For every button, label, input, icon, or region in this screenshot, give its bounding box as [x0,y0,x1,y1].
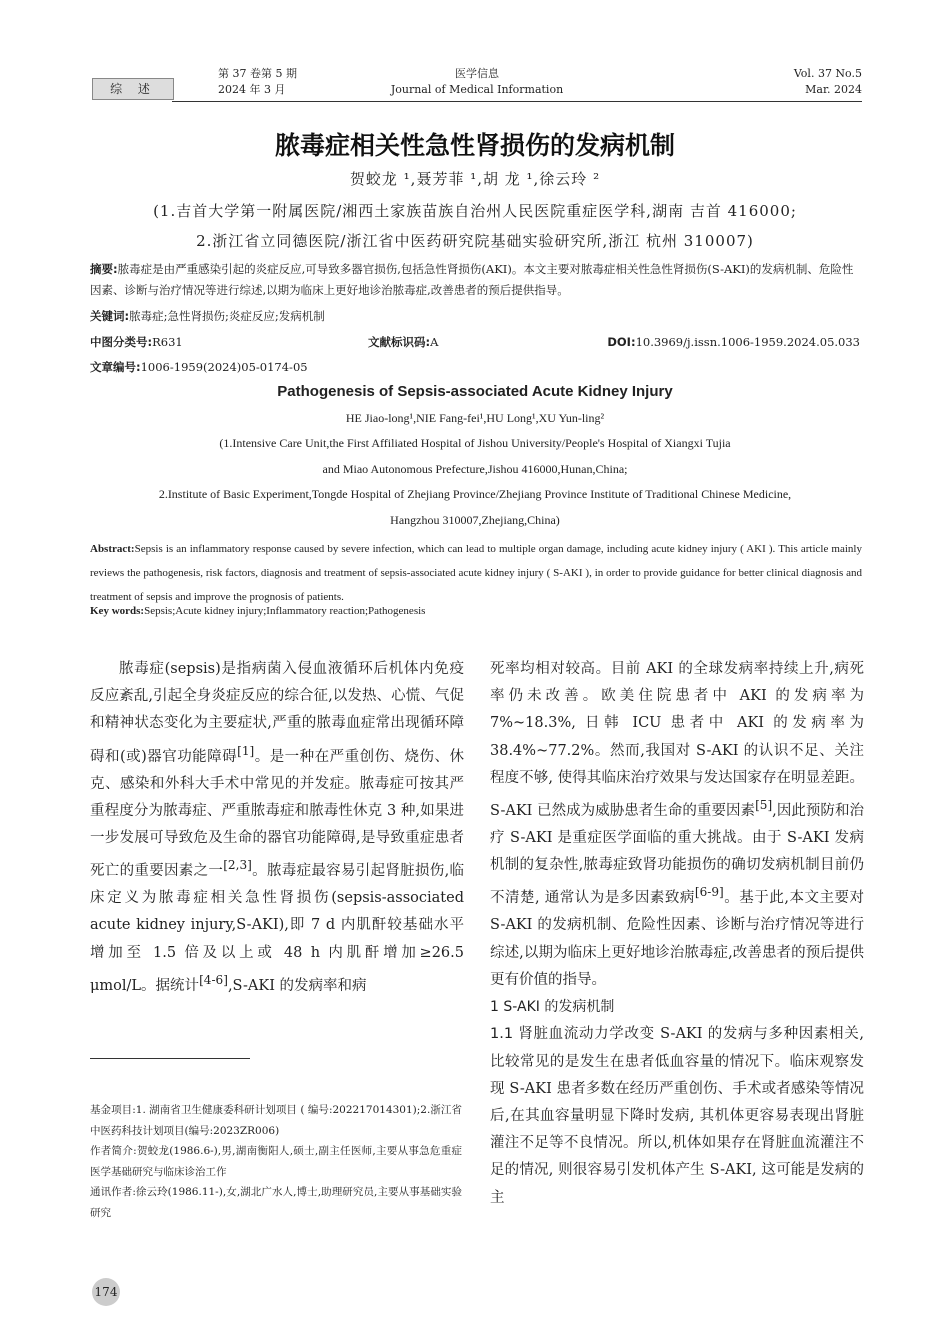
keywords-en-label: Key words: [90,605,145,617]
volume-en: Vol. 37 No.5 [793,67,862,80]
continued-text-2: ,因此预防和治疗 S-AKI 是重症医学面临的重大挑战。由于 S-AKI 发病机制的复杂性,脓毒症致肾功能损伤的确切发病机制目前仍不清楚, 通常认为是多因素致病 [490,802,864,907]
footnote-corresponding: 通讯作者:徐云玲(1986.11-),女,湖北广水人,博士,助理研究员,主要从事基础实验研究 [90,1186,462,1219]
clc-value: R631 [152,335,183,349]
article-title: 脓毒症相关性急性肾损伤的发病机制 [274,131,675,160]
affiliation-line-1: (1.吉首大学第一附属医院/湘西土家族苗族自治州人民医院重症医学科,湖南 吉首 416000; [153,202,797,220]
date-en: Mar. 2024 [805,83,862,96]
abstract-en-label: Abstract: [90,543,135,555]
citation: [6-9] [694,885,724,900]
keywords-cn-text: 脓毒症;急性肾损伤;炎症反应;发病机制 [129,309,325,323]
section-heading: 1 S-AKI 的发病机制 [490,999,615,1016]
article-number-label: 文章编号: [90,360,141,374]
citation: [1] [237,743,255,758]
english-affiliation-line-3: 2.Institute of Basic Experiment,Tongde Hospital of Zhejiang Province/Zhejiang Province Institute of Traditional Chinese Medicine, [158,487,792,501]
english-title: Pathogenesis of Sepsis-associated Acute Kidney Injury [277,383,673,400]
citation: [4-6] [199,972,228,987]
english-authors: HE Jiao-long¹,NIE Fang-fei¹,HU Long¹,XU Yun-ling² [345,411,605,425]
journal-name-en: Journal of Medical Information [390,83,564,96]
header-volume-en [794,66,862,98]
doc-code-value: A [430,335,439,349]
paragraph-intro [90,656,464,1000]
doc-code-label: 文献标识码: [368,335,431,349]
citation: [2,3] [223,858,252,873]
keywords-cn-label: 关键词: [90,309,130,323]
clc-label: 中图分类号: [90,335,153,349]
header-journal [92,66,862,98]
classification-row [90,332,860,353]
footnote-author: 作者简介:贺蛟龙(1986.6-),男,湖南衡阳人,硕士,副主任医师,主要从事急危重症医学基础研究与临床诊治工作 [90,1145,462,1178]
keywords-cn [90,306,860,327]
continued-text-3: 。基于此,本文主要对 S-AKI 的发病机制、危险性因素、诊断与治疗情况等进行综述,以期为临床上更好地诊治脓毒症,改善患者的预后提供更有价值的指导。 [490,890,864,988]
affiliation-line-2: 2.浙江省立同德医院/浙江省中医药研究院基础实验研究所,浙江 杭州 310007) [196,232,754,250]
english-affiliation-line-4: Hangzhou 310007,Zhejiang,China) [390,513,560,527]
author-list: 贺蛟龙 ¹,聂芳菲 ¹,胡 龙 ¹,徐云玲 ² [349,170,601,188]
keywords-en-text: Sepsis;Acute kidney injury;Inflammatory reaction;Pathogenesis [144,605,426,617]
intro-text-1: 脓毒症(sepsis)是指病菌入侵血液循环后机体内免疫反应紊乱,引起全身炎症反应的综合征,以发热、心慌、气促和精神状态变化为主要症状,严重的脓毒血症常出现循环障碍和(或)器官功能障碍 [90,661,464,765]
paragraph-continued [490,656,864,994]
footnote-fund: 基金项目:1. 湖南省卫生健康委科研计划项目 ( 编号:202217014301);2.浙江省中医药科技计划项目(编号:2023ZR006) [90,1104,462,1137]
subsection-heading: 1.1 肾脏血流动力学改变 [490,1026,655,1043]
body-column-left [90,656,464,1000]
journal-name-cn: 医学信息 [455,67,499,80]
intro-text-2: 。是一种在严重创伤、烧伤、休克、感染和外科大手术中常见的并发症。脓毒症可按其严重程度分为脓毒症、严重脓毒症和脓毒性休克 3 种,如果进一步发展可导致危及生命的器官功能障碍,是导致重症患者死亡的重要因素之一 [90,748,464,880]
date-cn: 2024 年 3 月 [218,83,286,96]
doi-value: 10.3969/j.issn.1006-1959.2024.05.033 [635,335,860,349]
page-number: 174 [92,1278,120,1306]
abstract-en [90,537,862,609]
continued-text-1: 死率均相对较高。目前 AKI 的全球发病率持续上升,病死率仍未改善。欧美住院患者中 AKI 的发病率为 7%~18.3%, 日韩 ICU 患者中 AKI 的发病率为 38.4%~77.2%。然而,我国对 S-AKI 的认识不足、关注程度不够, 使得其临床治疗效果与发达国家存在明显差距。S-AKI 已然成为威胁患者生命的重要因素 [490,661,864,819]
body-column-right [490,656,864,1212]
footnote-rule [90,1058,250,1059]
article-number [90,357,860,378]
abstract-en-text: Sepsis is an inflammatory response caused by severe infection, which can lead to multiple organ damage, including acute kidney injury ( AKI ). This article mainly reviews the pathogenesis, risk factors, diagnosis and treatment of sepsis-associated acute kidney injury ( S-AKI ), in order to provide guidance for better clinical diagnosis and treatment of sepsis and improve the prognosis of patients. [90,543,862,603]
page-header [92,64,862,104]
english-affiliation-line-1: (1.Intensive Care Unit,the First Affiliated Hospital of Jishou University/People's Hospital of Xiangxi Tujia [219,436,731,450]
keywords-en [90,605,862,617]
english-affiliation-line-2: and Miao Autonomous Prefecture,Jishou 416000,Hunan,China; [322,462,628,476]
abstract-cn-text: 脓毒症是由严重感染引起的炎症反应,可导致多器官损伤,包括急性肾损伤(AKI)。本文主要对脓毒症相关性急性肾损伤(S-AKI)的发病机制、危险性因素、诊断与治疗情况等进行综述,以期为临床上更好地诊治脓毒症,改善患者的预后提供指导。 [90,262,854,297]
section-badge: 综 述 [92,78,174,100]
article-number-value: 1006-1959(2024)05-0174-05 [140,360,308,374]
hemodynamics-text: S-AKI 的发病与多种因素相关, 比较常见的是发生在患者低血容量的情况下。临床观察发现 S-AKI 患者多数在经历严重创伤、手术或者感染等情况后,在其血容量明显下降时发病, 其机体更容易表现出肾脏灌注不足等不良情况。所以,机体如果存在肾脏血流灌注不足的情况, 则很容易引发机体产生 S-AKI, 这可能是发病的主 [490,1026,864,1206]
footnotes [90,1100,462,1223]
abstract-cn [90,259,860,301]
volume-cn: 第 37 卷第 5 期 [218,67,297,80]
intro-text-4: ,S-AKI 的发病率和病 [227,977,367,994]
header-rule [172,101,862,102]
paragraph-hemodynamics [490,1021,864,1211]
abstract-cn-label: 摘要: [90,262,118,276]
citation: [5] [755,798,773,813]
intro-text-3: 。脓毒症最容易引起肾脏损伤,临床定义为脓毒症相关急性肾损伤(sepsis-associated acute kidney injury,S-AKI),即 7 d 内肌酐较基础水平增加至 1.5 倍及以上或 48 h 内肌酐增加≥26.5 μmol/L。据统计 [90,863,464,994]
doi-label: DOI: [607,335,636,349]
